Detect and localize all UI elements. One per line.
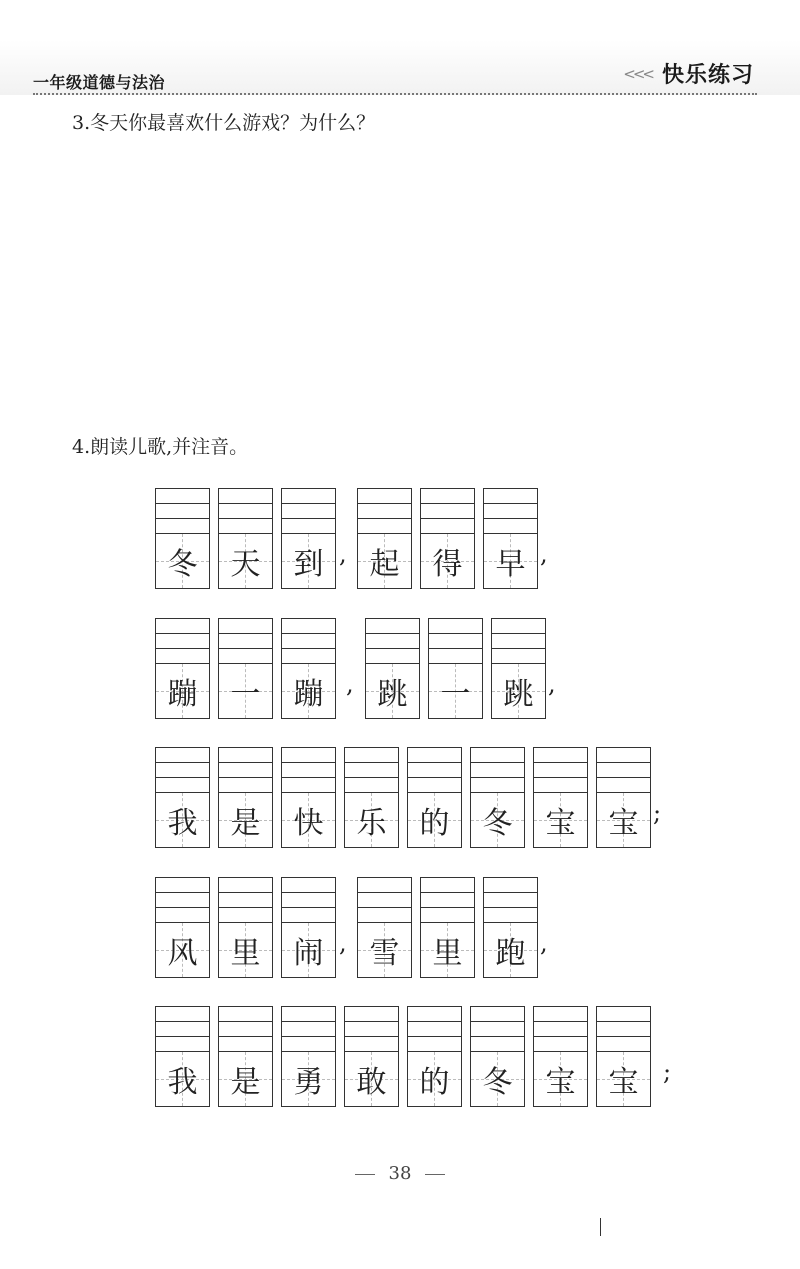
pinyin-writing-box[interactable] [218,618,273,664]
hanzi-character: 勇 [293,1065,324,1100]
char-cell [533,747,588,848]
hanzi-character: 我 [167,1065,198,1100]
hanzi-character: 的 [419,806,450,841]
char-cell [281,1006,336,1107]
pinyin-writing-box[interactable] [344,747,399,793]
hanzi-character: 宝 [608,1065,639,1100]
pinyin-writing-box[interactable] [281,747,336,793]
hanzi-character: 宝 [545,806,576,841]
punctuation-mark: , [339,929,347,957]
punctuation-mark: , [540,540,548,568]
pinyin-writing-box[interactable] [357,488,412,534]
hanzi-character: 蹦 [167,677,198,712]
hanzi-character: 一 [440,677,471,712]
char-cell [470,747,525,848]
chevron-left-icon: <<< [623,64,652,83]
pinyin-writing-box[interactable] [533,1006,588,1052]
pinyin-writing-box[interactable] [365,618,420,664]
hanzi-character: 得 [432,547,463,582]
pinyin-writing-box[interactable] [344,1006,399,1052]
char-cell [365,618,420,719]
pinyin-writing-box[interactable] [428,618,483,664]
pinyin-writing-box[interactable] [407,747,462,793]
hanzi-character: 的 [419,1065,450,1100]
page-number: 38 [388,1163,412,1184]
char-cell [218,1006,273,1107]
char-cell [428,618,483,719]
hanzi-character: 里 [230,936,261,971]
punctuation-mark: , [548,670,556,698]
pinyin-writing-box[interactable] [470,1006,525,1052]
section-label: 快乐练习 [661,63,754,88]
hanzi-character: 跑 [495,936,526,971]
char-cell [407,1006,462,1107]
pinyin-writing-box[interactable] [470,747,525,793]
char-cell [218,747,273,848]
hanzi-character: 闹 [293,936,324,971]
char-cell [596,747,651,848]
pinyin-writing-box[interactable] [533,747,588,793]
footer-dash-right [425,1174,445,1175]
char-cell [344,747,399,848]
pinyin-writing-box[interactable] [155,877,210,923]
char-cell [357,877,412,978]
section-tag [623,58,754,89]
hanzi-character: 是 [230,1065,261,1100]
char-cell [155,618,210,719]
char-cell [281,877,336,978]
pinyin-writing-box[interactable] [483,488,538,534]
hanzi-character: 宝 [608,806,639,841]
char-cell [218,618,273,719]
hanzi-character: 是 [230,806,261,841]
char-cell [357,488,412,589]
hanzi-character: 跳 [377,677,408,712]
margin-mark [600,1218,601,1236]
page-footer [0,1163,800,1184]
pinyin-writing-box[interactable] [483,877,538,923]
pinyin-writing-box[interactable] [420,488,475,534]
pinyin-writing-box[interactable] [218,1006,273,1052]
pinyin-writing-box[interactable] [407,1006,462,1052]
hanzi-character: 到 [293,547,324,582]
punctuation-mark: , [540,929,548,957]
char-cell [155,1006,210,1107]
hanzi-character: 蹦 [293,677,324,712]
hanzi-character: 冬 [482,1065,513,1100]
char-cell [491,618,546,719]
char-cell [218,877,273,978]
pinyin-writing-box[interactable] [281,488,336,534]
char-cell [420,488,475,589]
pinyin-writing-box[interactable] [155,488,210,534]
pinyin-writing-box[interactable] [155,747,210,793]
pinyin-writing-box[interactable] [596,747,651,793]
char-cell [533,1006,588,1107]
char-cell [281,488,336,589]
pinyin-writing-box[interactable] [281,1006,336,1052]
question-4: 4.朗读儿歌,并注音。 [72,436,249,458]
char-cell [155,747,210,848]
pinyin-writing-box[interactable] [281,877,336,923]
pinyin-writing-box[interactable] [596,1006,651,1052]
char-cell [470,1006,525,1107]
pinyin-writing-box[interactable] [420,877,475,923]
hanzi-character: 起 [369,547,400,582]
char-cell [155,488,210,589]
char-cell [281,747,336,848]
hanzi-character: 冬 [167,547,198,582]
hanzi-character: 宝 [545,1065,576,1100]
pinyin-writing-box[interactable] [218,877,273,923]
pinyin-writing-box[interactable] [218,747,273,793]
footer-dash-left [355,1174,375,1175]
pinyin-writing-box[interactable] [491,618,546,664]
pinyin-writing-box[interactable] [155,1006,210,1052]
char-cell [218,488,273,589]
hanzi-character: 一 [230,677,261,712]
pinyin-writing-box[interactable] [357,877,412,923]
char-cell [596,1006,651,1107]
hanzi-character: 风 [167,936,198,971]
char-cell [344,1006,399,1107]
char-cell [407,747,462,848]
char-cell [281,618,336,719]
char-cell [483,877,538,978]
hanzi-character: 早 [495,547,526,582]
punctuation-mark: , [346,670,354,698]
pinyin-writing-box[interactable] [155,618,210,664]
hanzi-character: 快 [293,806,324,841]
char-cell [155,877,210,978]
hanzi-character: 我 [167,806,198,841]
pinyin-writing-box[interactable] [218,488,273,534]
punctuation-mark: , [339,540,347,568]
header-divider [33,93,757,95]
hanzi-character: 天 [230,547,261,582]
hanzi-character: 冬 [482,806,513,841]
hanzi-character: 跳 [503,677,534,712]
hanzi-character: 乐 [356,806,387,841]
hanzi-character: 里 [432,936,463,971]
char-cell [483,488,538,589]
punctuation-mark: ; [653,799,662,827]
punctuation-mark: ; [663,1058,672,1086]
hanzi-character: 敢 [356,1065,387,1100]
question-3: 3.冬天你最喜欢什么游戏？为什么？ [72,112,376,134]
char-cell [420,877,475,978]
pinyin-writing-box[interactable] [281,618,336,664]
book-title: 一年级道德与法治 [33,73,166,92]
hanzi-character: 雪 [369,936,400,971]
